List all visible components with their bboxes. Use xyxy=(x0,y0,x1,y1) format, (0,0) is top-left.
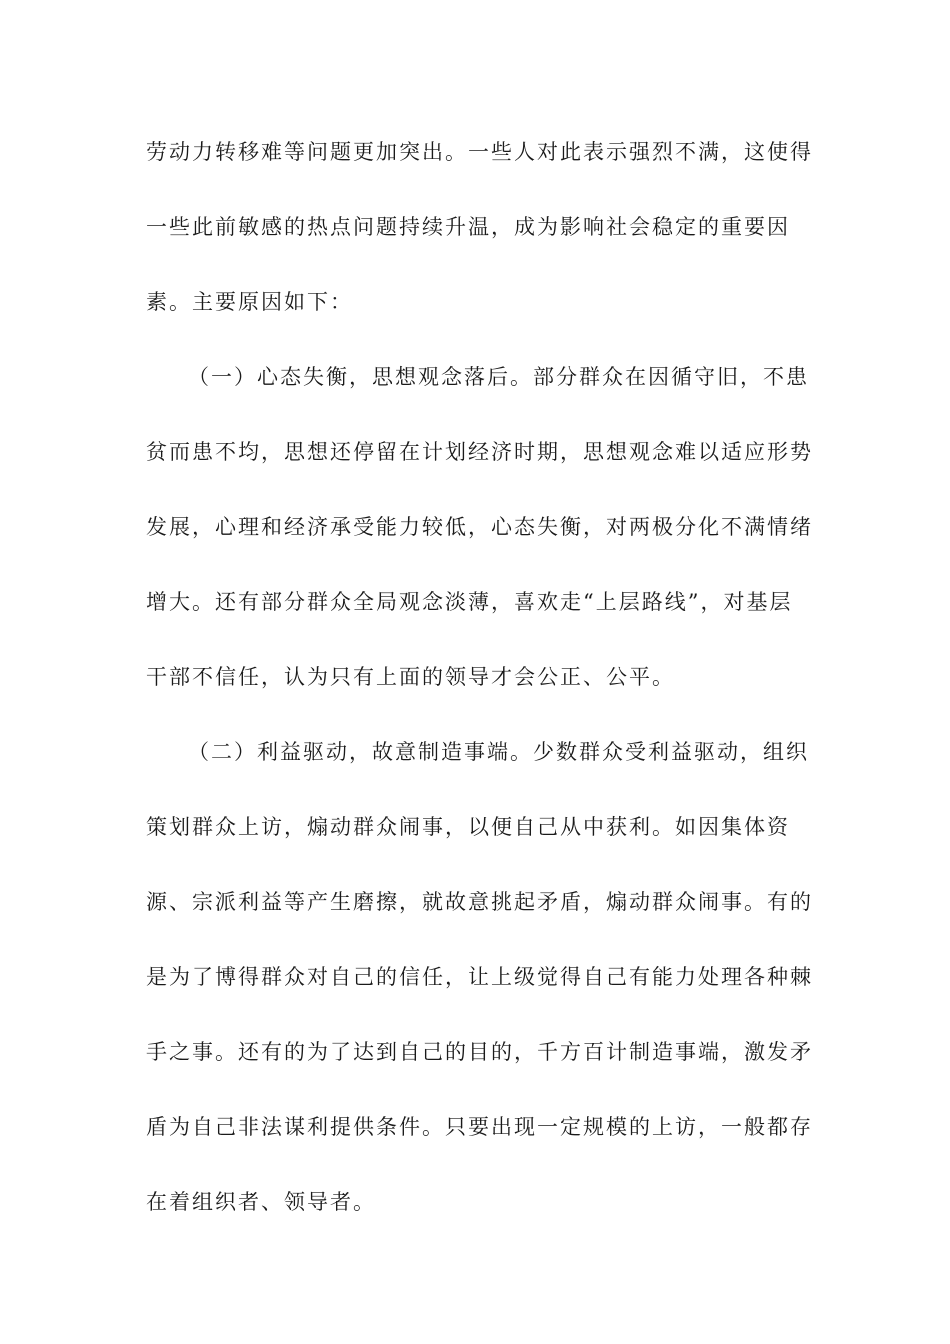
text-line: 一些此前敏感的热点问题持续升温，成为影响社会稳定的重要因 xyxy=(146,215,790,239)
text-line: 素。主要原因如下： xyxy=(146,290,353,314)
text-line: 增大。还有部分群众全局观念淡薄，喜欢走“上层路线”，对基层 xyxy=(146,590,793,614)
text-line: 策划群众上访，煽动群众闹事，以便自己从中获利。如因集体资 xyxy=(146,815,790,839)
text-line: 是为了博得群众对自己的信任，让上级觉得自己有能力处理各种棘 xyxy=(146,965,813,989)
text-line: 手之事。还有的为了达到自己的目的，千方百计制造事端，激发矛 xyxy=(146,1040,813,1064)
text-line: 源、宗派利益等产生磨擦，就故意挑起矛盾，煽动群众闹事。有的 xyxy=(146,890,813,914)
text-line: 在着组织者、领导者。 xyxy=(146,1190,376,1214)
text-line: 盾为自己非法谋利提供条件。只要出现一定规模的上访，一般都存 xyxy=(146,1115,813,1139)
section-heading-2: （二）利益驱动，故意制造事端。少数群众受利益驱动，组织 xyxy=(188,740,809,764)
text-line: 贫而患不均，思想还停留在计划经济时期，思想观念难以适应形势 xyxy=(146,440,813,464)
text-line: 劳动力转移难等问题更加突出。一些人对此表示强烈不满，这使得 xyxy=(146,140,813,164)
section-heading-1: （一）心态失衡，思想观念落后。部分群众在因循守旧，不患 xyxy=(188,365,809,389)
text-line: 干部不信任，认为只有上面的领导才会公正、公平。 xyxy=(146,665,675,689)
text-line: 发展，心理和经济承受能力较低，心态失衡，对两极分化不满情绪 xyxy=(146,515,813,539)
